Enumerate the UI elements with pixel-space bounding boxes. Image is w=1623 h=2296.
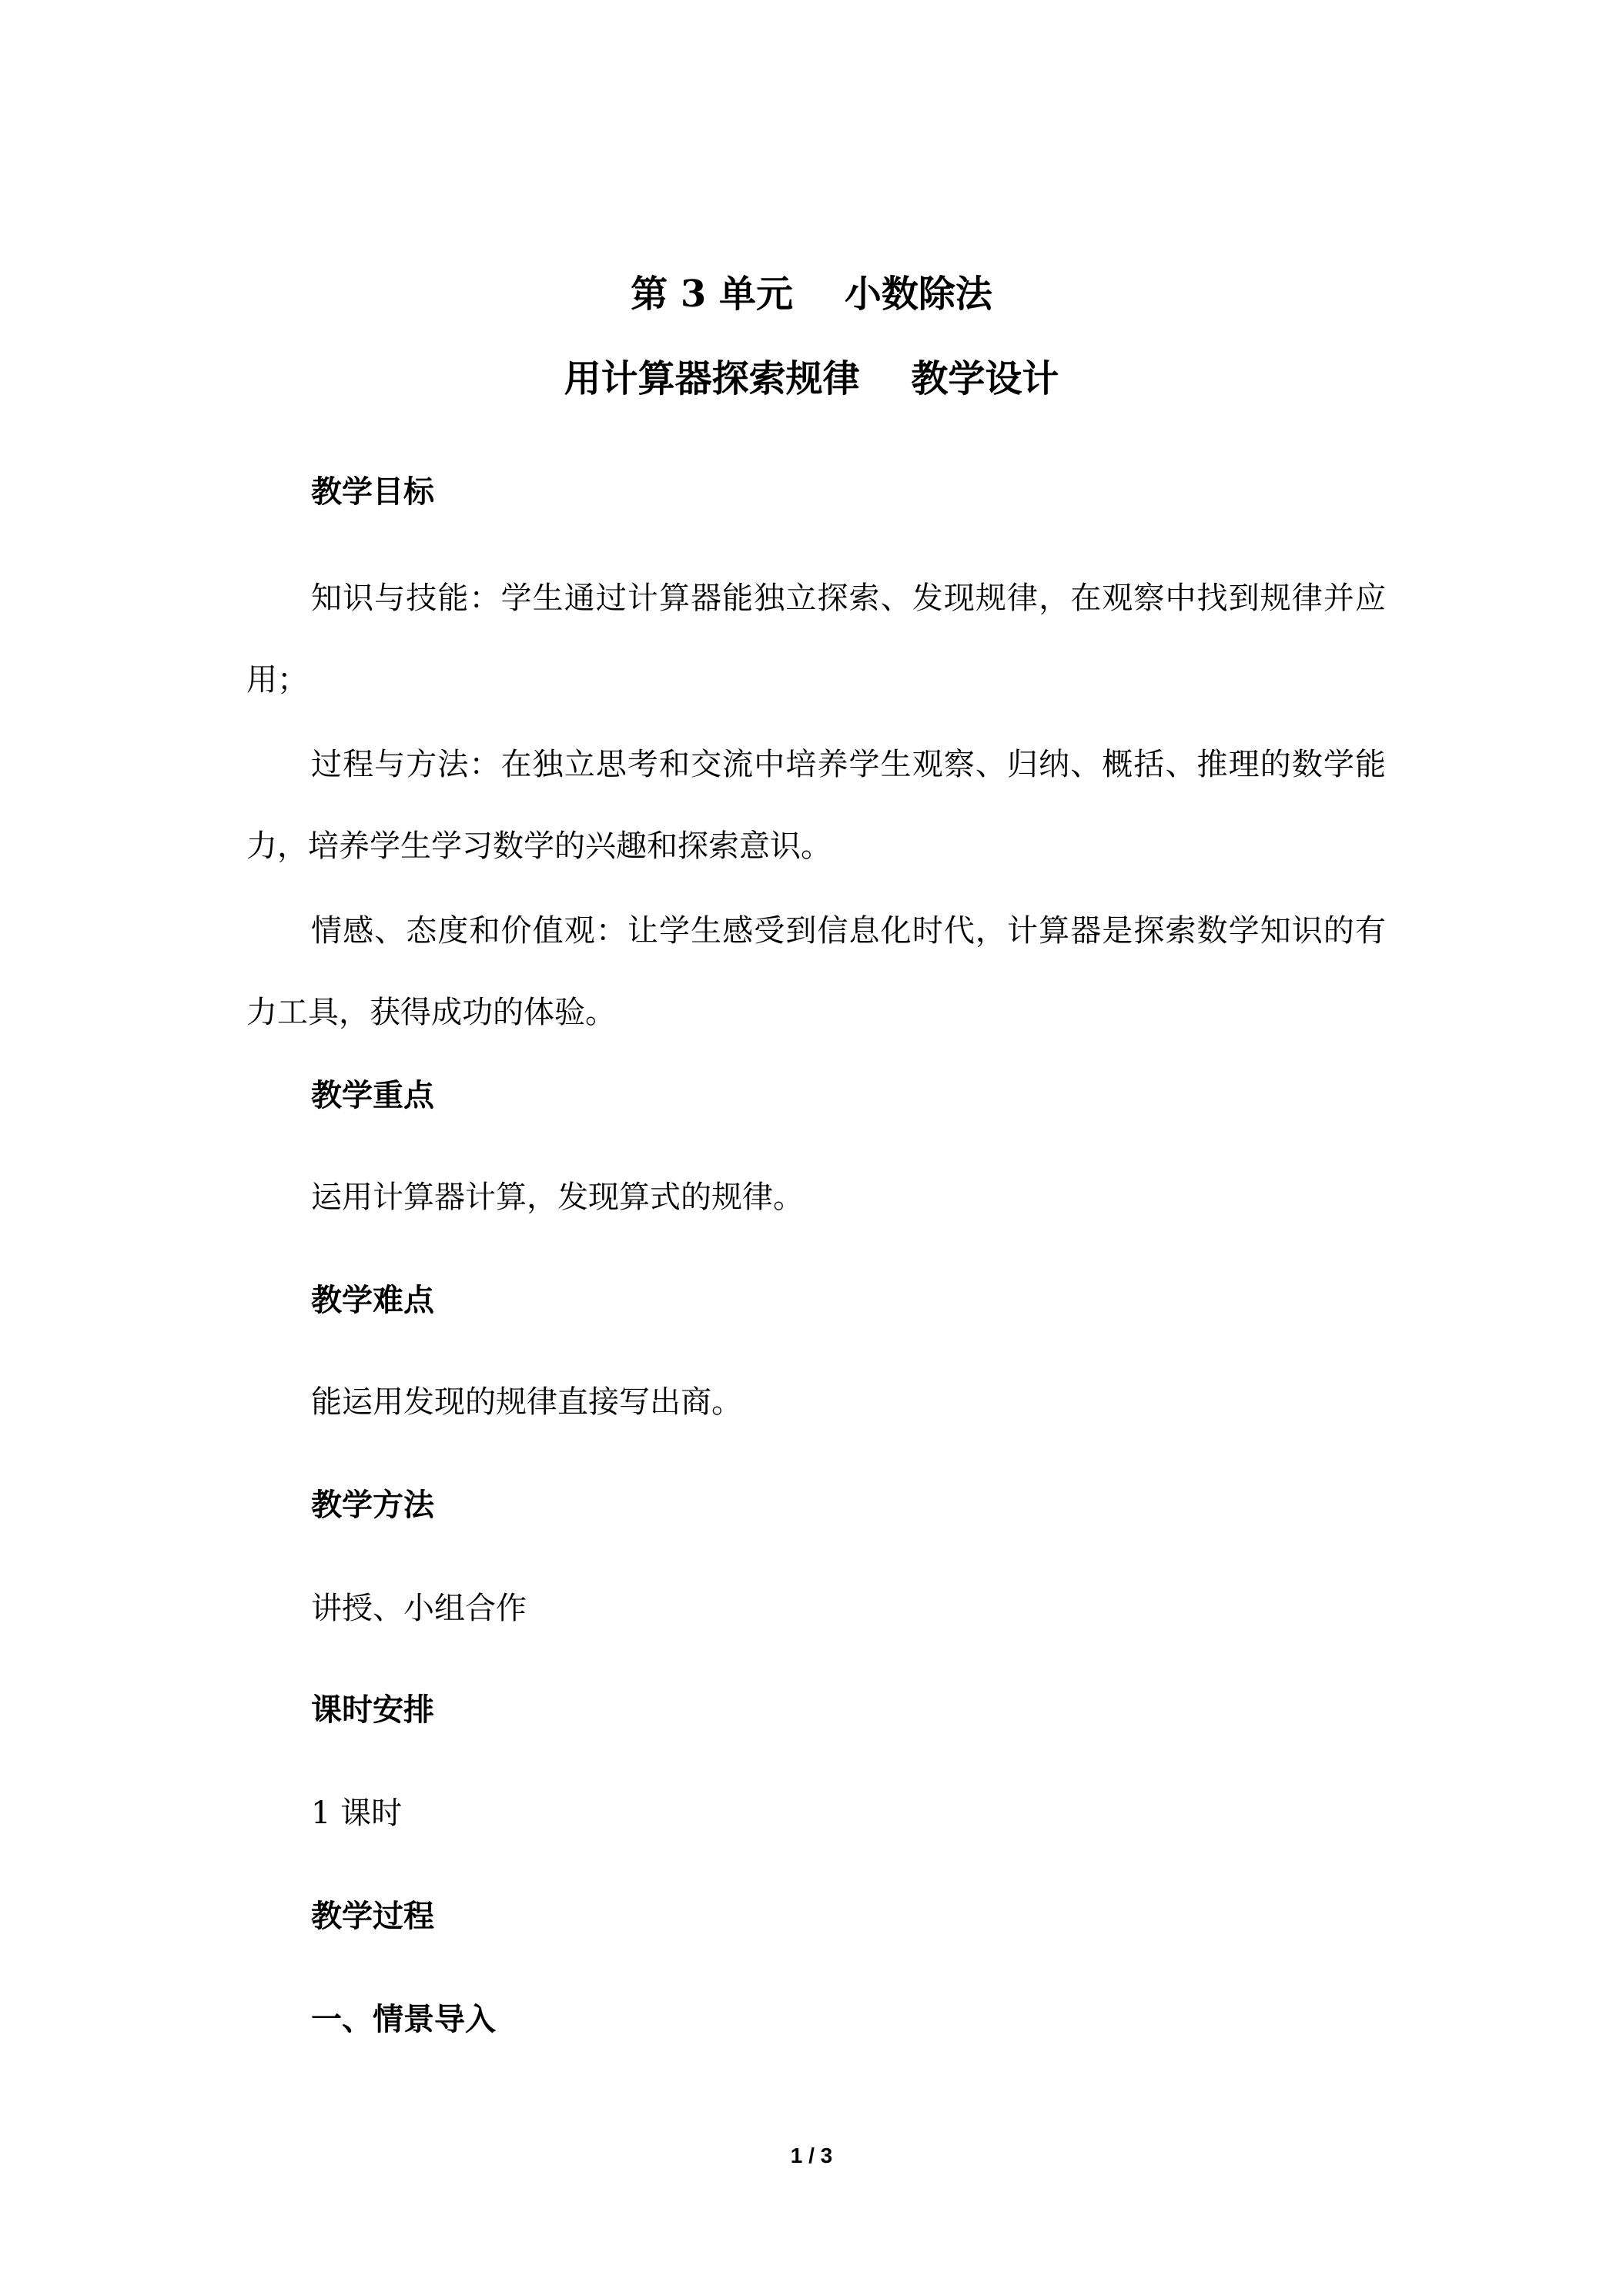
objective-process-paragraph: 过程与方法：在独立思考和交流中培养学生观察、归纳、概括、推理的数学能力，培养学生学习数学的兴趣和探索意识。	[246, 747, 1386, 864]
process-step-heading: 一、情景导入	[311, 2001, 496, 2037]
document-title-lesson: 用计算器探索规律 教学设计	[564, 357, 1059, 400]
difficulties-heading: 教学难点	[311, 1282, 434, 1318]
methods-heading: 教学方法	[311, 1487, 434, 1523]
key-points-heading: 教学重点	[311, 1077, 434, 1113]
objective-emotion-paragraph: 情感、态度和价值观：让学生感受到信息化时代，计算器是探索数学知识的有力工具，获得成功的体验。	[246, 913, 1386, 1030]
page-number: 1 / 3	[790, 2144, 833, 2167]
methods-text: 讲授、小组合作	[311, 1591, 527, 1626]
objectives-heading: 教学目标	[311, 474, 434, 510]
schedule-heading: 课时安排	[311, 1692, 434, 1728]
document-title-unit: 第 3 单元 小数除法	[631, 273, 992, 316]
schedule-text: 1 课时	[311, 1796, 403, 1831]
process-heading: 教学过程	[311, 1898, 434, 1934]
difficulties-text: 能运用发现的规律直接写出商。	[311, 1384, 742, 1420]
objective-knowledge-paragraph: 知识与技能：学生通过计算器能独立探索、发现规律，在观察中找到规律并应用；	[246, 581, 1386, 698]
key-points-text: 运用计算器计算，发现算式的规律。	[311, 1180, 804, 1215]
